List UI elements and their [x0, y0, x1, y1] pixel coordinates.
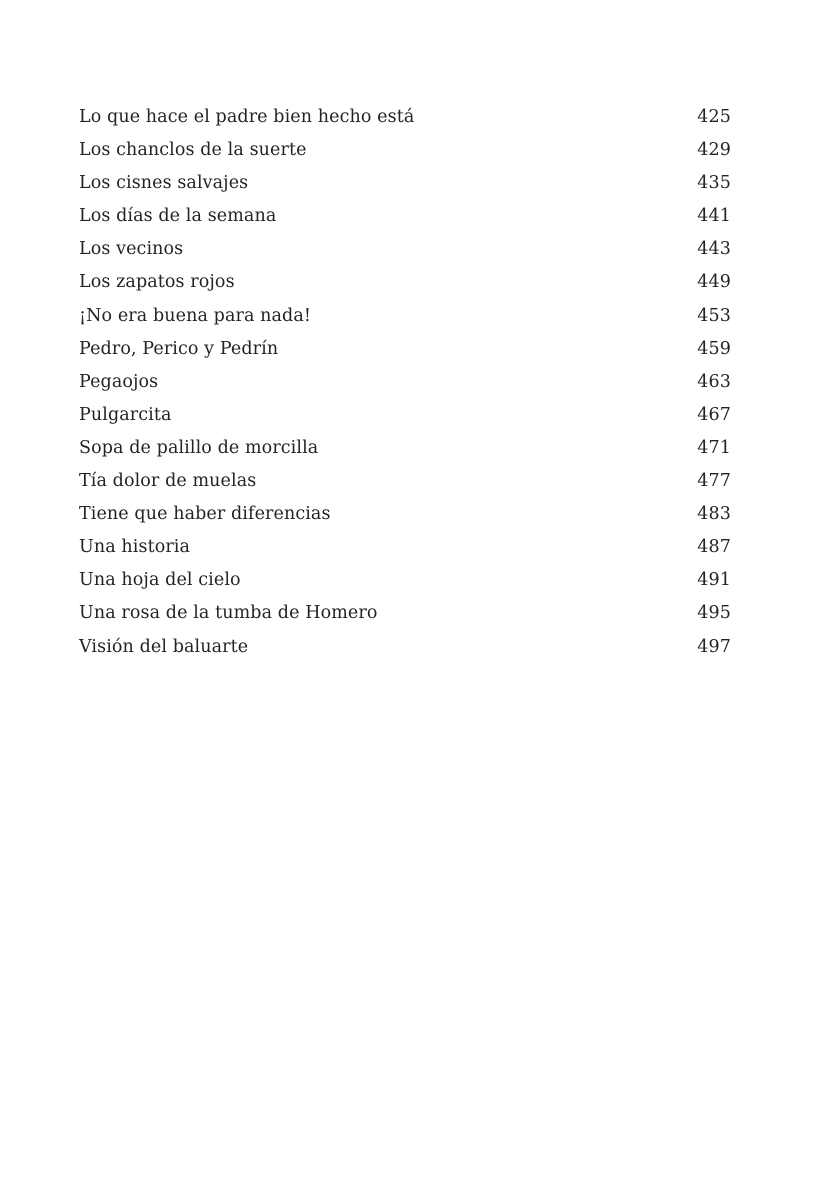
toc-entry-title: Pulgarcita [79, 404, 172, 425]
toc-entry [79, 366, 731, 399]
toc-entry-page: 449 [697, 272, 731, 293]
toc-entry-page: 477 [697, 471, 731, 492]
toc-entry [79, 564, 731, 597]
toc-entry-page: 435 [697, 173, 731, 194]
toc-entry [79, 200, 731, 233]
toc-entry-page: 459 [697, 338, 731, 359]
toc-entry-title: Lo que hace el padre bien hecho está [79, 107, 415, 127]
toc-entry [79, 631, 731, 664]
toc-entry-title: Tía dolor de muelas [79, 471, 257, 492]
toc-entry [79, 233, 731, 266]
toc-entry-page: 487 [697, 537, 731, 558]
toc-entry-title: Pedro, Perico y Pedrín [79, 338, 279, 359]
toc-entry-page: 441 [697, 206, 731, 227]
toc-entry-page: 471 [697, 437, 731, 458]
toc-entry-page: 491 [697, 570, 731, 591]
toc-entry [79, 498, 731, 531]
toc-entry [79, 333, 731, 366]
toc-entry [79, 597, 731, 630]
toc-entry-title: Una historia [79, 537, 191, 558]
table-of-contents [79, 101, 731, 664]
toc-entry-title: ¡No era buena para nada! [79, 305, 312, 326]
toc-entry-title: Los vecinos [79, 239, 184, 260]
toc-entry-title: Los cisnes salvajes [79, 173, 249, 194]
toc-entry-title: Sopa de palillo de morcilla [79, 437, 319, 458]
toc-entry-title: Una hoja del cielo [79, 570, 241, 591]
toc-entry [79, 134, 731, 167]
toc-entry-page: 425 [697, 107, 731, 127]
toc-entry [79, 432, 731, 465]
toc-entry-page: 443 [697, 239, 731, 260]
toc-entry-page: 453 [697, 305, 731, 326]
toc-entry-page: 495 [697, 603, 731, 624]
toc-entry-page: 463 [697, 371, 731, 392]
toc-entry-title: Tiene que haber diferencias [79, 504, 331, 525]
toc-entry [79, 300, 731, 333]
toc-entry [79, 399, 731, 432]
toc-entry-page: 429 [697, 140, 731, 161]
toc-entry-title: Los chanclos de la suerte [79, 140, 307, 161]
toc-entry-title: Pegaojos [79, 371, 159, 392]
toc-entry-title: Visión del baluarte [79, 636, 249, 657]
toc-entry-page: 497 [697, 636, 731, 657]
toc-entry-title: Una rosa de la tumba de Homero [79, 603, 378, 624]
toc-entry-page: 483 [697, 504, 731, 525]
toc-entry [79, 101, 731, 134]
toc-entry [79, 266, 731, 299]
toc-entry-title: Los zapatos rojos [79, 272, 235, 293]
toc-entry [79, 167, 731, 200]
toc-entry-title: Los días de la semana [79, 206, 277, 227]
toc-entry-page: 467 [697, 404, 731, 425]
toc-entry [79, 531, 731, 564]
toc-entry [79, 465, 731, 498]
